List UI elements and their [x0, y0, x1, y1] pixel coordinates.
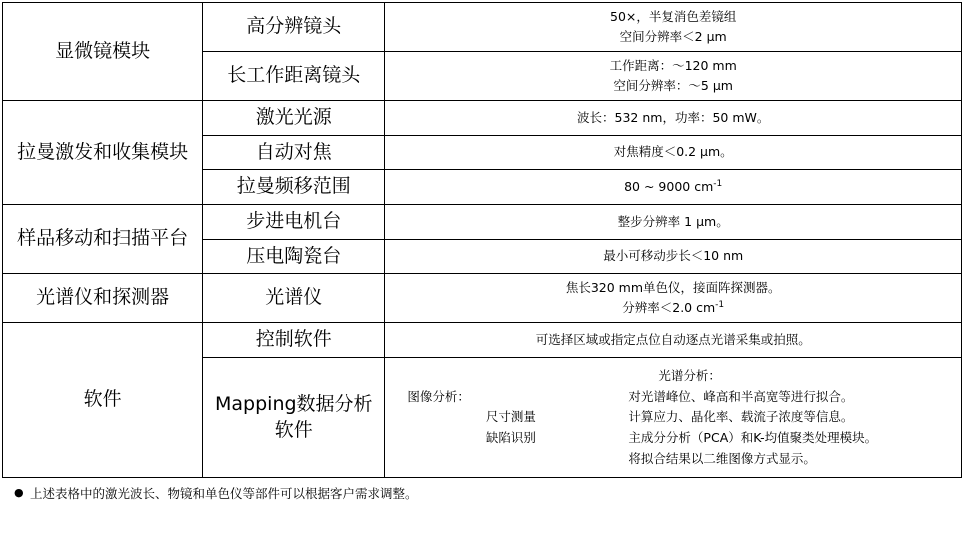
spectrum-analysis-item: 对光谱峰位、峰高和半高宽等进行拟合。 — [628, 388, 854, 404]
spectrum-analysis-item: 主成分分析（PCA）和K-均值聚类处理模块。 — [628, 429, 878, 445]
spec-cell — [385, 323, 962, 358]
part-cell: 激光光源 — [203, 101, 385, 136]
part-cell: 压电陶瓷台 — [203, 239, 385, 274]
table-row — [3, 274, 962, 323]
bullet-icon: ● — [14, 486, 24, 500]
spec-cell — [385, 101, 962, 136]
module-cell-spectrometer: 光谱仪和探测器 — [3, 274, 203, 323]
image-analysis-heading: 图像分析： — [407, 388, 470, 404]
part-cell: 长工作距离镜头 — [203, 52, 385, 101]
spec-line: 分辨率＜2.0 $cm^{-1}$ — [622, 300, 725, 316]
spec-cell — [385, 3, 962, 52]
spectrum-analysis-group — [628, 366, 953, 469]
spec-cell — [385, 52, 962, 101]
spec-lines — [391, 246, 955, 266]
spec-line-raman-range — [391, 177, 955, 197]
table-row — [3, 323, 962, 358]
spec-cell — [385, 274, 962, 323]
spec-line: 波长：532 nm，功率：50 mW。 — [577, 109, 770, 125]
spec-line: 50×，半复消色差镜组 — [610, 9, 737, 24]
table-body — [3, 3, 962, 478]
spec-line: 80 ~ 9000 $cm^{-1}$ — [624, 179, 723, 195]
spec-cell — [385, 135, 962, 170]
image-analysis-item: 缺陷识别 — [485, 429, 536, 445]
module-cell-microscope: 显微镜模块 — [3, 3, 203, 101]
module-cell-raman: 拉曼激发和收集模块 — [3, 101, 203, 205]
part-cell — [203, 358, 385, 478]
spectrum-analysis-item: 将拟合结果以二维图像方式显示。 — [628, 450, 816, 466]
spectrum-analysis-item: 计算应力、晶化率、载流子浓度等信息。 — [628, 409, 854, 425]
part-cell: 高分辨镜头 — [203, 3, 385, 52]
module-cell-stage: 样品移动和扫描平台 — [3, 204, 203, 273]
table-row — [3, 204, 962, 239]
spec-line: 空间分辨率：～5 μm — [613, 78, 733, 93]
part-label: Mapping数据分析软件 — [215, 392, 373, 441]
mapping-analysis-content — [391, 362, 955, 473]
footnote — [14, 485, 967, 503]
spec-cell-mapping — [385, 358, 962, 478]
spec-line: 可选择区域或指定点位自动逐点光谱采集或拍照。 — [535, 332, 811, 348]
spec-line: 对焦精度＜0.2 μm。 — [613, 144, 733, 160]
part-cell: 步进电机台 — [203, 204, 385, 239]
part-cell: 控制软件 — [203, 323, 385, 358]
spec-lines — [391, 7, 955, 47]
part-cell: 自动对焦 — [203, 135, 385, 170]
table-row — [3, 3, 962, 52]
spec-lines — [391, 330, 955, 350]
spec-cell — [385, 239, 962, 274]
spec-lines — [391, 278, 955, 318]
spec-lines — [391, 142, 955, 162]
part-cell: 光谱仪 — [203, 274, 385, 323]
spec-cell — [385, 170, 962, 205]
part-cell: 拉曼频移范围 — [203, 170, 385, 205]
spec-sheet — [0, 2, 967, 554]
spec-line: 焦长320 mm单色仪，接面阵探测器。 — [565, 280, 781, 296]
spec-line: 空间分辨率＜2 μm — [619, 29, 727, 44]
spec-lines — [391, 212, 955, 232]
spec-lines — [391, 108, 955, 128]
image-analysis-item: 尺寸测量 — [485, 409, 536, 425]
image-analysis-group — [393, 387, 628, 449]
spec-line: 最小可移动步长＜10 nm — [603, 248, 744, 264]
spec-line: 整步分辨率 1 μm。 — [617, 213, 729, 229]
spec-line: 工作距离：～120 mm — [609, 58, 737, 73]
spectrum-analysis-heading: 光谱分析： — [658, 368, 721, 383]
specification-table — [2, 2, 962, 478]
table-row — [3, 101, 962, 136]
spec-lines — [391, 56, 955, 96]
module-cell-software: 软件 — [3, 323, 203, 478]
footnote-text: 上述表格中的激光波长、物镜和单色仪等部件可以根据客户需求调整。 — [30, 486, 418, 502]
spec-cell — [385, 204, 962, 239]
spec-lines — [391, 177, 955, 197]
